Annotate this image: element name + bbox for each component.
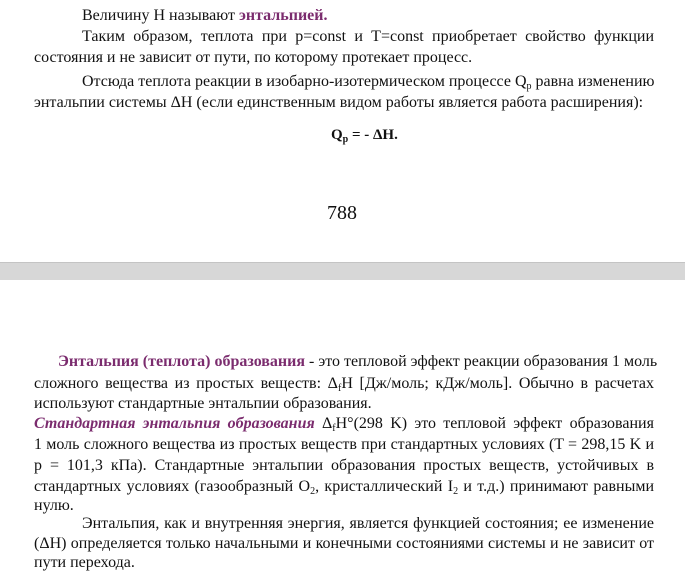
- definition-standard-enthalpy-line1: Стандартная энтальпия образования $\Delta_fH^\circ(298$ K) это тепловой эффект образования: [34, 415, 654, 434]
- definition-standard-enthalpy-line5: нулю.: [34, 497, 74, 514]
- term-standard-formation-enthalpy: Стандартная энтальпия образования: [34, 415, 315, 432]
- document-page-lower: [0, 280, 685, 572]
- definition-formation-enthalpy-line1: Энтальпия (теплота) образования - это тепловой эффект реакции образования 1 моль: [58, 353, 658, 370]
- definition-formation-enthalpy-line2: сложного вещества из простых веществ: $\Delta_fH$ [Дж/моль; кДж/моль]. Обычно в расчетах: [34, 375, 655, 394]
- paragraph-state-function-enthalpy-line1: Энтальпия, как и внутренняя энергия, является функцией состояния; ее изменение: [82, 515, 654, 532]
- term-enthalpy: энтальпией.: [238, 7, 328, 24]
- definition-formation-enthalpy-line3: используют стандартные энтальпии образования.: [34, 395, 372, 412]
- page-number: 788: [327, 202, 357, 224]
- formula-qp: $Q_p$ = - ΔH.: [331, 127, 398, 145]
- paragraph-enthalpy-name: Величину H называют энтальпией.: [82, 7, 328, 24]
- paragraph-heat-reaction-line1: Отсюда теплота реакции в изобарно-изотермическом процессе $Q_p$ равна изменению: [82, 73, 655, 92]
- paragraph-state-function-enthalpy-line3: пути перехода.: [34, 554, 135, 571]
- paragraph-state-function-line1: Таким образом, теплота при p=const и T=const приобретает свойство функции: [82, 28, 654, 45]
- paragraph-heat-reaction-line2: энтальпии системы ΔH (если единственным видом работы является работа расширения):: [34, 94, 644, 111]
- definition-standard-enthalpy-line2: 1 моль сложного вещества из простых веществ при стандартных условиях (T = 298,15 K и: [34, 436, 654, 453]
- definition-standard-enthalpy-line3: p = 101,3 кПа). Стандартные энтальпии образования простых веществ, устойчивых в: [34, 457, 654, 474]
- document-page-upper: [0, 0, 685, 262]
- page-separator: [0, 262, 685, 281]
- definition-standard-enthalpy-line4: стандартных условиях (газообразный $O_2$, кристаллический $I_2$ и т.д.) принимают равными: [34, 478, 655, 497]
- paragraph-state-function-enthalpy-line2: (ΔH) определяется только начальными и конечными состояниями системы и не зависит от: [34, 535, 654, 552]
- paragraph-state-function-line2: состояния и не зависит от пути, по которому протекает процесс.: [34, 49, 473, 66]
- term-formation-enthalpy: Энтальпия (теплота) образования: [58, 353, 306, 370]
